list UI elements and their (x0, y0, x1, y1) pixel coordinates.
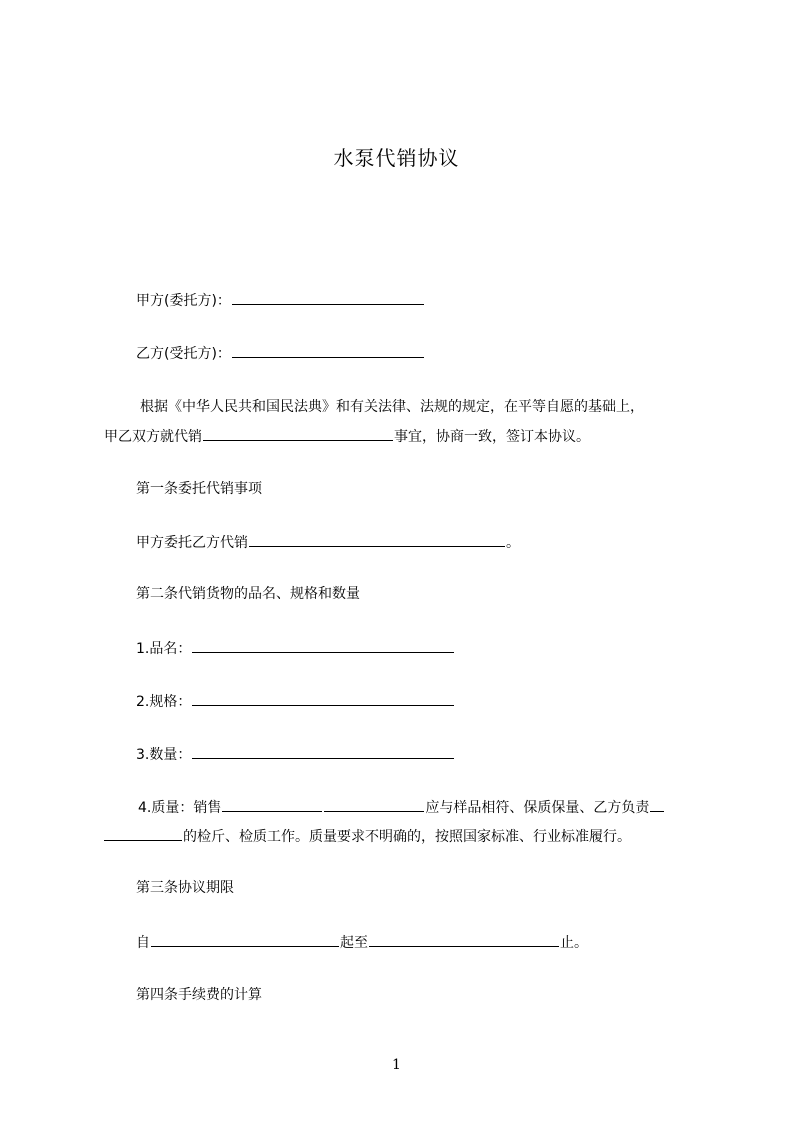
document-title: 水泵代销协议 (333, 146, 460, 170)
consigned-goods-blank (249, 532, 505, 547)
quality-blank-4 (104, 826, 182, 841)
item-name-label: 1.品名： (136, 641, 192, 657)
item-name-line (136, 638, 455, 659)
item-spec-blank (192, 691, 454, 706)
article-1-heading: 第一条委托代销事项 (136, 481, 262, 497)
item-spec-line (136, 691, 455, 712)
period-suffix: 止。 (560, 935, 588, 951)
period-middle: 起至 (340, 935, 368, 951)
item-spec-label: 2.规格： (136, 694, 192, 710)
intro-line-2-prefix: 甲乙双方就代销 (104, 429, 202, 445)
item-name-blank (192, 638, 454, 653)
quality-blank-1 (222, 797, 322, 812)
item-quality-line-1 (138, 797, 665, 818)
quality-blank-3 (650, 797, 664, 812)
party-a-blank (232, 290, 424, 305)
article-4-heading: 第四条手续费的计算 (136, 987, 262, 1003)
item-quantity-blank (192, 744, 454, 759)
party-a-label: 甲方(委托方)： (136, 293, 231, 309)
intro-line-2 (104, 426, 590, 447)
item-quality-line-2 (104, 826, 631, 847)
intro-line-2-suffix: 事宜，协商一致，签订本协议。 (394, 429, 590, 445)
item-quality-prefix: 4.质量：销售 (138, 800, 222, 816)
article-1-text (136, 532, 520, 553)
start-date-blank (151, 932, 339, 947)
article-2-heading: 第二条代销货物的品名、规格和数量 (136, 586, 360, 602)
page-number: 1 (392, 1057, 401, 1073)
article-1-text-suffix: 。 (506, 535, 520, 551)
article-3-heading: 第三条协议期限 (136, 880, 234, 896)
party-b-line (136, 343, 425, 364)
item-quality-middle: 应与样品相符、保质保量、乙方负责 (425, 800, 650, 816)
product-blank (203, 426, 393, 441)
quality-blank-2 (324, 797, 424, 812)
end-date-blank (369, 932, 559, 947)
period-prefix: 自 (136, 935, 150, 951)
item-quality-line-2-suffix: 的检斤、检质工作。质量要求不明确的，按照国家标准、行业标准履行。 (183, 829, 631, 845)
article-1-text-prefix: 甲方委托乙方代销 (136, 535, 248, 551)
intro-line-1: 根据《中华人民共和国民法典》和有关法律、法规的规定，在平等自愿的基础上， (140, 399, 644, 415)
party-b-blank (232, 343, 424, 358)
item-quantity-line (136, 744, 455, 765)
period-line (136, 932, 588, 953)
item-quantity-label: 3.数量： (136, 747, 192, 763)
party-a-line (136, 290, 425, 311)
party-b-label: 乙方(受托方)： (136, 346, 231, 362)
